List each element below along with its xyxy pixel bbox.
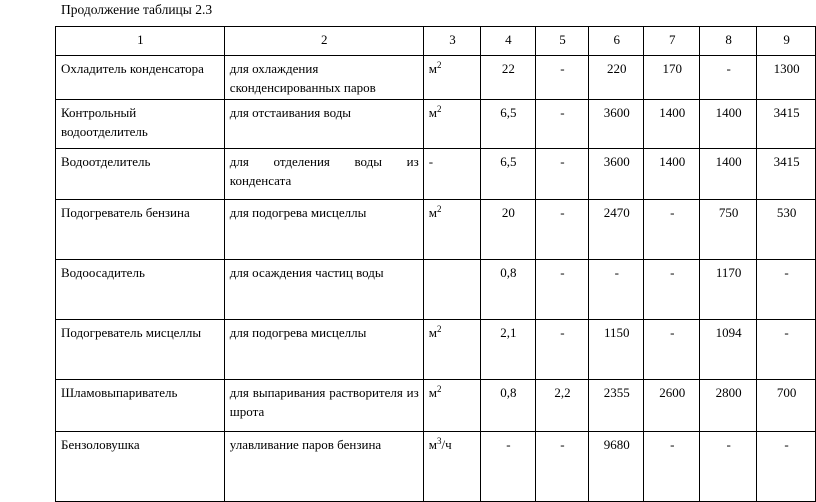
equipment-name: Подогреватель мисцеллы xyxy=(56,320,225,380)
value-col8: 1170 xyxy=(700,260,757,320)
unit-cell xyxy=(423,260,480,320)
unit-cell xyxy=(423,56,480,100)
value-col7: - xyxy=(644,432,700,502)
unit-base: м xyxy=(428,205,437,220)
value-col4: 6,5 xyxy=(481,100,536,149)
value-col5: 2,2 xyxy=(535,380,589,432)
table-row xyxy=(56,380,816,432)
unit-base: - xyxy=(428,154,434,169)
value-col5: - xyxy=(535,149,589,200)
value-col4: 22 xyxy=(481,56,536,100)
unit-tail: /ч xyxy=(441,437,452,452)
unit-cell xyxy=(423,380,480,432)
value-col8: - xyxy=(700,56,757,100)
value-col4: - xyxy=(481,432,536,502)
table-row xyxy=(56,149,816,200)
column-header: 6 xyxy=(589,27,644,56)
equipment-name: Контрольный водоотделитель xyxy=(56,100,225,149)
value-col9: 3415 xyxy=(757,149,816,200)
unit-base: м xyxy=(428,437,437,452)
column-header: 1 xyxy=(56,27,225,56)
unit-cell xyxy=(423,149,480,200)
table-row xyxy=(56,100,816,149)
value-col6: 9680 xyxy=(589,432,644,502)
value-col8: 1400 xyxy=(700,100,757,149)
value-col6: 2355 xyxy=(589,380,644,432)
value-col4: 2,1 xyxy=(481,320,536,380)
value-col8: 750 xyxy=(700,200,757,260)
table-row xyxy=(56,200,816,260)
column-header: 4 xyxy=(481,27,536,56)
value-col9: - xyxy=(757,432,816,502)
header-row xyxy=(56,27,816,56)
unit-base: м xyxy=(428,325,437,340)
value-col9: 3415 xyxy=(757,100,816,149)
equipment-purpose: для отделения воды из конденсата xyxy=(224,149,423,200)
value-col6: 2470 xyxy=(589,200,644,260)
equipment-purpose: для отстаивания воды xyxy=(224,100,423,149)
equipment-name: Подогреватель бензина xyxy=(56,200,225,260)
equipment-purpose: для подогрева мисцеллы xyxy=(224,200,423,260)
equipment-name: Бензоловушка xyxy=(56,432,225,502)
equipment-purpose: для выпаривания растворителя из шрота xyxy=(224,380,423,432)
equipment-name: Охладитель конденсатора xyxy=(56,56,225,100)
table-caption: Продолжение таблицы 2.3 xyxy=(61,2,213,17)
value-col9: 700 xyxy=(757,380,816,432)
column-header: 5 xyxy=(535,27,589,56)
equipment-name: Шламовыпариватель xyxy=(56,380,225,432)
unit-base: м xyxy=(428,105,437,120)
value-col9: - xyxy=(757,260,816,320)
value-col4: 0,8 xyxy=(481,260,536,320)
equipment-name: Водоосадитель xyxy=(56,260,225,320)
value-col8: - xyxy=(700,432,757,502)
unit-cell xyxy=(423,200,480,260)
unit-base: м xyxy=(428,61,437,76)
value-col4: 0,8 xyxy=(481,380,536,432)
value-col7: - xyxy=(644,320,700,380)
column-header: 2 xyxy=(224,27,423,56)
column-header: 7 xyxy=(644,27,700,56)
value-col9: - xyxy=(757,320,816,380)
table-row xyxy=(56,260,816,320)
equipment-table xyxy=(55,26,816,502)
equipment-purpose: улавливание паров бензина xyxy=(224,432,423,502)
value-col7: - xyxy=(644,260,700,320)
value-col6: - xyxy=(589,260,644,320)
value-col5: - xyxy=(535,432,589,502)
unit-exponent: 2 xyxy=(436,104,442,114)
value-col5: - xyxy=(535,260,589,320)
column-header: 9 xyxy=(757,27,816,56)
value-col6: 3600 xyxy=(589,100,644,149)
column-header: 8 xyxy=(700,27,757,56)
value-col5: - xyxy=(535,56,589,100)
value-col7: 2600 xyxy=(644,380,700,432)
value-col9: 530 xyxy=(757,200,816,260)
table-row xyxy=(56,432,816,502)
value-col5: - xyxy=(535,200,589,260)
value-col8: 1094 xyxy=(700,320,757,380)
equipment-purpose: для осаждения частиц воды xyxy=(224,260,423,320)
equipment-purpose: для подогрева мисцеллы xyxy=(224,320,423,380)
value-col8: 1400 xyxy=(700,149,757,200)
value-col7: 1400 xyxy=(644,149,700,200)
value-col7: - xyxy=(644,200,700,260)
unit-exponent: 2 xyxy=(436,204,442,214)
unit-exponent: 2 xyxy=(436,384,442,394)
value-col4: 6,5 xyxy=(481,149,536,200)
value-col6: 220 xyxy=(589,56,644,100)
table-row xyxy=(56,320,816,380)
value-col6: 3600 xyxy=(589,149,644,200)
table-row xyxy=(56,56,816,100)
unit-cell xyxy=(423,100,480,149)
unit-cell xyxy=(423,432,480,502)
value-col7: 170 xyxy=(644,56,700,100)
unit-base: м xyxy=(428,385,437,400)
column-header: 3 xyxy=(423,27,480,56)
unit-cell xyxy=(423,320,480,380)
value-col8: 2800 xyxy=(700,380,757,432)
unit-exponent: 3 xyxy=(436,436,442,446)
equipment-name: Водоотделитель xyxy=(56,149,225,200)
equipment-purpose: для охлаждения сконденсированных паров xyxy=(224,56,423,100)
value-col9: 1300 xyxy=(757,56,816,100)
value-col5: - xyxy=(535,100,589,149)
value-col6: 1150 xyxy=(589,320,644,380)
unit-exponent: 2 xyxy=(436,60,442,70)
value-col4: 20 xyxy=(481,200,536,260)
unit-exponent: 2 xyxy=(436,324,442,334)
value-col7: 1400 xyxy=(644,100,700,149)
value-col5: - xyxy=(535,320,589,380)
